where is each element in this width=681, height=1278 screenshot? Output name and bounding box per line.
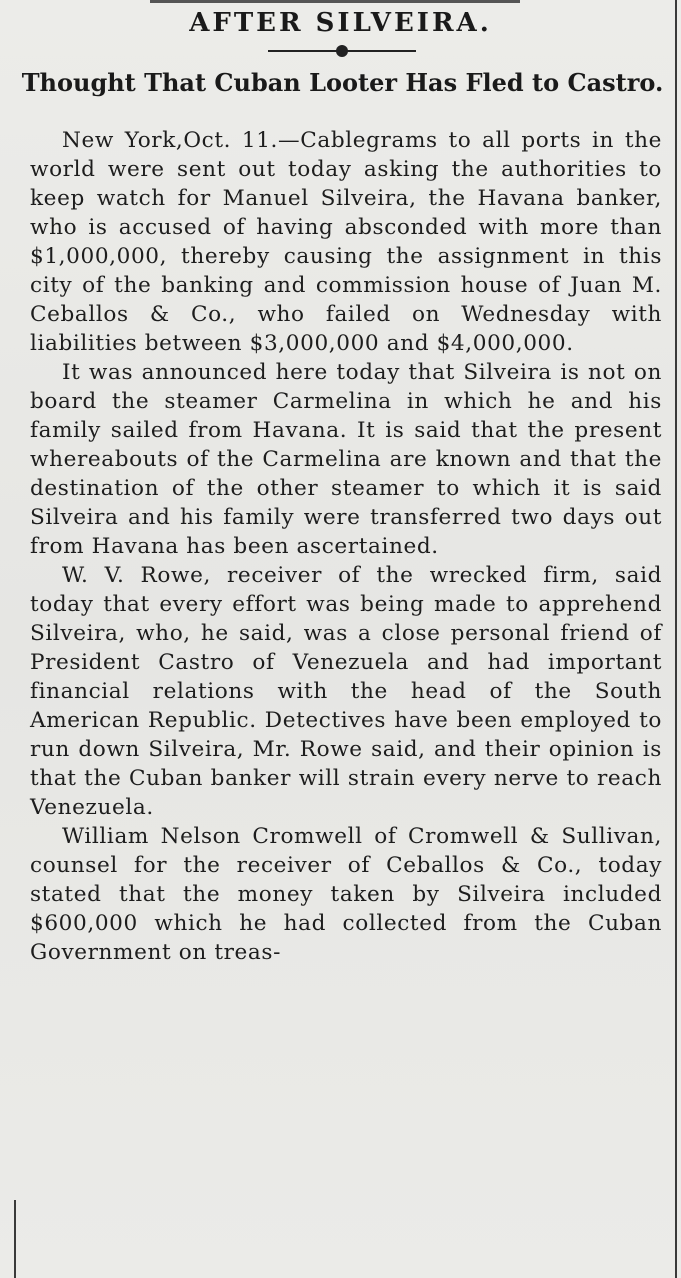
paragraph-1: New York,Oct. 11.—Cablegrams to all ports in the world were sent out today asking the authorities to keep watch for Manuel Silveira, the Havana banker, who is accused of having absconded with more than $1,000,000, thereby causing the assignment in this city of the banking and commission house of Juan M. Ceballos & Co., who failed on Wednesday with liabilities between $3,000,000 and $4,000,000. [30, 128, 662, 356]
paragraph-2: It was announced here today that Silveira is not on board the steamer Carmelina in which he and his family sailed from Havana. It is said that the present whereabouts of the Carmelina are known and that the destination of the other steamer to which it is said Silveira and his family were transferred two days out from Havana has been ascertained. [30, 360, 662, 559]
divider-dot [336, 45, 348, 57]
paragraph-4: William Nelson Cromwell of Cromwell & Sullivan, counsel for the receiver of Ceballos & Co., today stated that the money taken by Silveira included $600,000 which he had collected from the Cuban Government on treas- [30, 824, 662, 965]
top-rule [150, 0, 520, 3]
subheadline: Thought That Cuban Looter Has Fled to Castro. [21, 68, 664, 97]
column-rule-right [675, 0, 677, 1278]
article-body [30, 126, 662, 967]
headline: AFTER SILVEIRA. [189, 8, 492, 38]
column-rule-left [14, 1200, 16, 1278]
paragraph-3: W. V. Rowe, receiver of the wrecked firm, said today that every effort was being made to apprehend Silveira, who, he said, was a close personal friend of President Castro of Venezuela and had important financial relations with the head of the South American Republic. Detectives have been employed to run down Silveira, Mr. Rowe said, and their opinion is that the Cuban banker will strain every nerve to reach Venezuela. [30, 563, 662, 820]
